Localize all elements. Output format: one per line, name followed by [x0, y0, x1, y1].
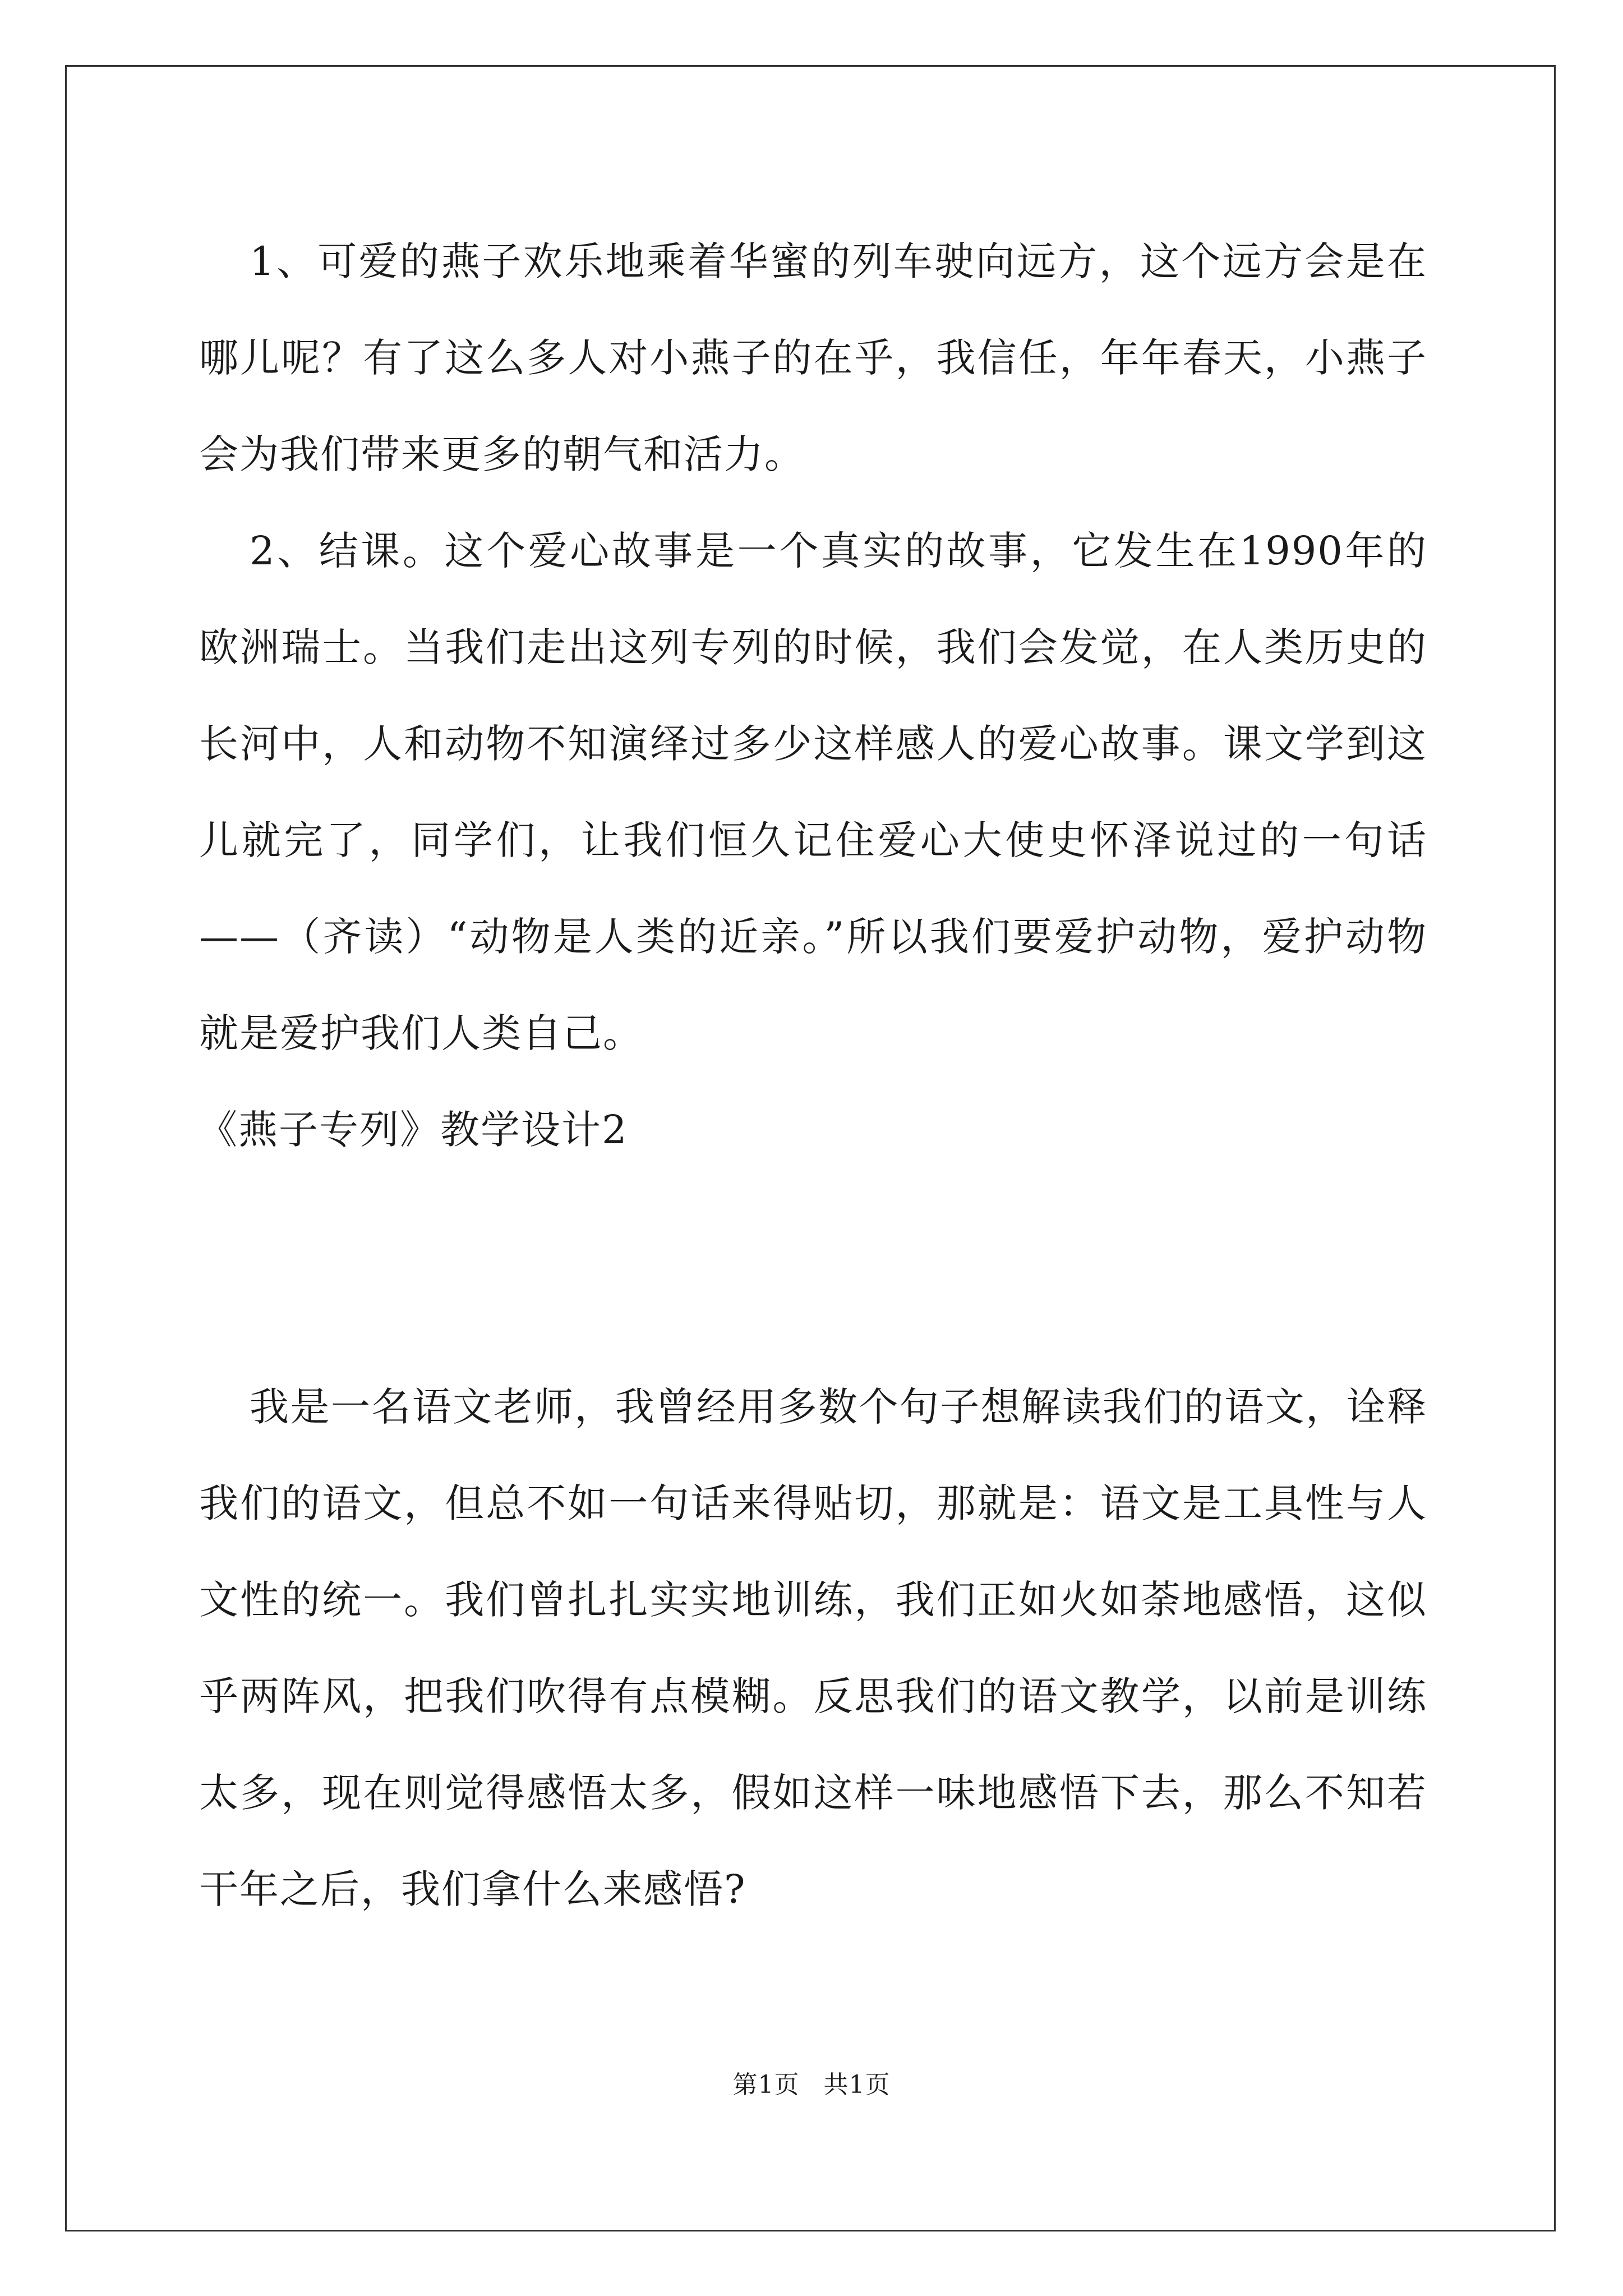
page-footer — [0, 2064, 1623, 2100]
page-number: 第1页 — [732, 2070, 800, 2099]
paragraph-1: 1、可爱的燕子欢乐地乘着华蜜的列车驶向远方，这个远方会是在哪儿呢？有了这么多人对小燕子的在乎，我信任，年年春天，小燕子会为我们带来更多的朝气和活力。 — [199, 238, 1427, 477]
paragraph-3: 我是一名语文老师，我曾经用多数个句子想解读我们的语文，诠释我们的语文，但总不如一句话来得贴切，那就是：语文是工具性与人文性的统一。我们曾扎扎实实地训练，我们正如火如荼地感悟，这似乎两阵风，把我们吹得有点模糊。反思我们的语文教学，以前是训练太多，现在则觉得感悟太多，假如这样一味地感悟下去，那么不知若干年之后，我们拿什么来感悟? — [199, 1384, 1427, 1912]
document-body — [199, 213, 1427, 1938]
paragraph-2: 2、结课。这个爱心故事是一个真实的故事，它发生在1990年的欧洲瑞士。当我们走出这列专列的时候，我们会发觉，在人类历史的长河中，人和动物不知演绎过多少这样感人的爱心故事。课文学到这儿就完了，同学们，让我们恒久记住爱心大使史怀泽说过的一句话——（齐读）“动物是人类的近亲。”所以我们要爱护动物，爱护动物就是爱护我们人类自己。 — [199, 528, 1427, 1056]
section-title: 《燕子专列》教学设计2 — [198, 1107, 628, 1153]
page-total: 共1页 — [823, 2070, 891, 2099]
